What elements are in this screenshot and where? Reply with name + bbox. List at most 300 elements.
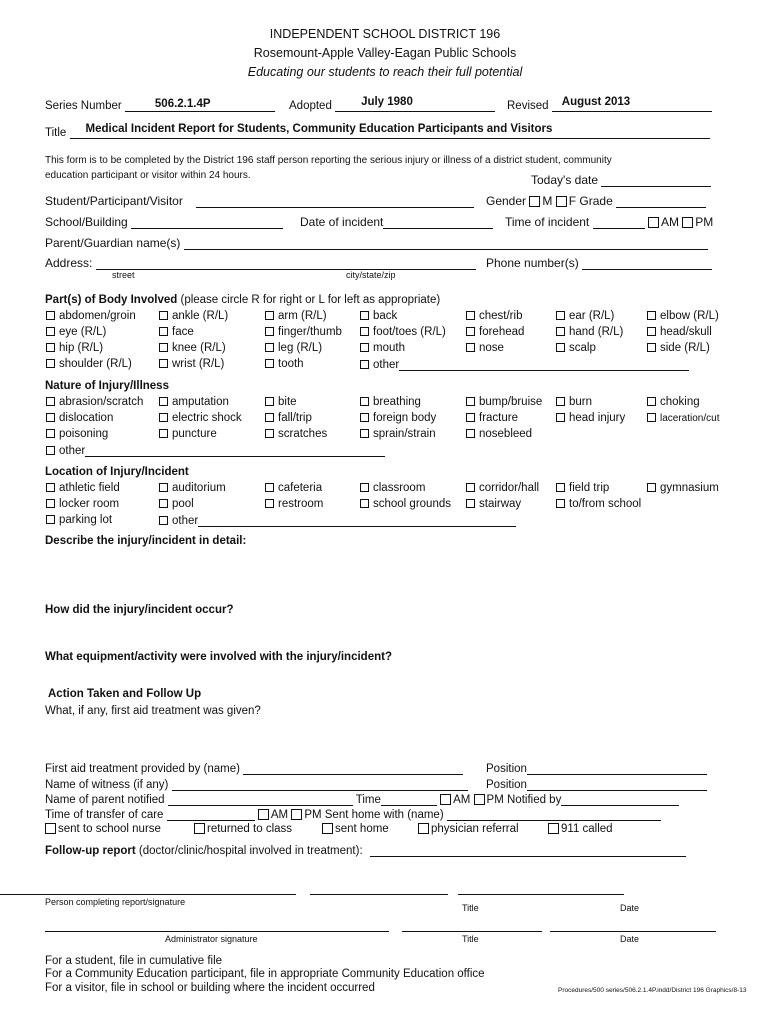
school-label: School/Building <box>45 215 128 229</box>
action-title: Action Taken and Follow Up <box>48 688 202 700</box>
time-incident-field[interactable] <box>593 216 645 229</box>
checkbox[interactable] <box>159 499 168 508</box>
sent-home-with-field[interactable] <box>447 808 661 821</box>
transfer-am-label: AM <box>270 809 289 821</box>
revised-label: Revised <box>507 100 549 112</box>
admin-title-line[interactable] <box>402 931 542 932</box>
series-label: Series Number <box>45 100 122 112</box>
transfer-field[interactable] <box>167 808 255 821</box>
option-label: side (R/L) <box>660 342 710 354</box>
checkbox[interactable] <box>159 343 168 352</box>
checkbox[interactable] <box>360 360 369 369</box>
incident-pm-label: PM <box>695 215 714 229</box>
adopted-label: Adopted <box>289 100 332 112</box>
witness-field[interactable] <box>172 778 468 791</box>
body-grid-option[interactable] <box>265 342 322 354</box>
outcome-option[interactable] <box>45 823 161 835</box>
date-incident-label: Date of incident <box>300 215 384 229</box>
notified-pm-checkbox[interactable] <box>474 794 485 805</box>
option-label: hand (R/L) <box>569 326 624 338</box>
nature-grid-option[interactable] <box>647 412 719 424</box>
checkbox[interactable] <box>265 359 274 368</box>
grade-field[interactable] <box>616 195 706 208</box>
option-label: hip (R/L) <box>59 342 104 354</box>
followup-report-label: Follow-up report <box>45 845 136 857</box>
nature-grid-option[interactable] <box>360 396 421 408</box>
body-grid-option[interactable] <box>556 326 623 338</box>
checkbox[interactable] <box>647 327 656 336</box>
body-grid-option[interactable] <box>360 326 446 338</box>
outcome-label: physician referral <box>431 823 519 835</box>
checkbox[interactable] <box>46 515 55 524</box>
footer-visitor: For a visitor, file in school or building where the incident occurred <box>45 982 375 994</box>
checkbox[interactable] <box>46 359 55 368</box>
option-label: ankle (R/L) <box>172 310 229 322</box>
option-label: wrist (R/L) <box>172 358 225 370</box>
checkbox[interactable] <box>46 446 55 455</box>
position-label-2: Position <box>486 779 527 791</box>
body-grid-option[interactable] <box>647 310 719 322</box>
student-label: Student/Participant/Visitor <box>45 194 183 208</box>
admin-date-caption: Date <box>620 934 640 944</box>
outcome-label: returned to class <box>207 823 293 835</box>
checkbox[interactable] <box>265 413 274 422</box>
outcome-checkbox[interactable] <box>418 823 429 834</box>
option-label: fracture <box>479 412 518 424</box>
option-label: foot/toes (R/L) <box>373 326 446 338</box>
nature-grid-option[interactable] <box>360 412 436 424</box>
checkbox[interactable] <box>159 516 168 525</box>
option-label: head/skull <box>660 326 712 338</box>
location-grid-option[interactable] <box>46 514 112 526</box>
option-label: breathing <box>373 396 421 408</box>
location-grid-option[interactable] <box>265 482 322 494</box>
parent-notified-label: Name of parent notified <box>45 794 165 806</box>
checkbox[interactable] <box>360 413 369 422</box>
position-row-1 <box>486 762 707 775</box>
location-grid-option[interactable] <box>360 482 425 494</box>
location-grid-option[interactable] <box>466 482 539 494</box>
admin-title-caption: Title <box>462 934 479 944</box>
nature-grid-option[interactable] <box>466 428 532 440</box>
address-label: Address: <box>45 256 93 270</box>
checkbox[interactable] <box>46 413 55 422</box>
body-grid-option[interactable] <box>265 326 342 338</box>
incident-am-label: AM <box>660 215 679 229</box>
checkbox[interactable] <box>647 343 656 352</box>
body-grid-option[interactable] <box>265 310 327 322</box>
followup-report-field[interactable] <box>370 844 686 857</box>
body-parts-title: Part(s) of Body Involved <box>45 294 178 306</box>
checkbox[interactable] <box>466 413 475 422</box>
provided-by-row <box>45 762 463 775</box>
checkbox[interactable] <box>556 327 565 336</box>
option-label: face <box>172 326 194 338</box>
street-caption: street <box>112 270 135 280</box>
location-grid-option[interactable] <box>265 498 323 510</box>
body-grid-option[interactable] <box>159 358 224 370</box>
checkbox[interactable] <box>466 499 475 508</box>
body-grid-option[interactable] <box>647 326 712 338</box>
body-grid-option[interactable] <box>360 342 405 354</box>
position-label-1: Position <box>486 763 527 775</box>
nature-grid-option[interactable] <box>360 428 436 440</box>
nature-grid-option[interactable] <box>159 412 242 424</box>
phone-row <box>486 256 712 270</box>
nature-grid-option[interactable] <box>46 428 108 440</box>
checkbox[interactable] <box>647 311 656 320</box>
adopted-field[interactable] <box>335 96 495 112</box>
checkbox[interactable] <box>159 311 168 320</box>
other-field[interactable] <box>399 358 689 371</box>
person-signature-caption: Person completing report/signature <box>45 897 186 907</box>
option-label: bite <box>278 396 297 408</box>
location-grid-option[interactable] <box>360 498 451 510</box>
checkbox[interactable] <box>556 311 565 320</box>
location-grid-option[interactable] <box>556 498 641 510</box>
checkbox[interactable] <box>360 483 369 492</box>
student-row <box>45 194 474 208</box>
schools-name: Rosemount-Apple Valley-Eagan Public Schools <box>253 46 517 60</box>
title-value: Medical Incident Report for Students, Community Education Participants and Visitors <box>85 123 553 135</box>
parent-field[interactable] <box>184 237 708 250</box>
gender-row <box>486 194 706 208</box>
checkbox[interactable] <box>159 359 168 368</box>
option-label: dislocation <box>59 412 114 424</box>
date-incident-row <box>300 215 493 229</box>
option-label: mouth <box>373 342 405 354</box>
option-label: school grounds <box>373 498 451 510</box>
option-label: electric shock <box>172 412 242 424</box>
checkbox[interactable] <box>360 343 369 352</box>
option-label: restroom <box>278 498 324 510</box>
gender-f-label: F <box>568 194 577 208</box>
option-label: knee (R/L) <box>172 342 226 354</box>
checkbox[interactable] <box>265 397 274 406</box>
option-label: laceration/cut <box>660 413 720 424</box>
body-grid-option[interactable] <box>360 310 397 322</box>
body-grid-option[interactable] <box>159 342 226 354</box>
nature-grid-option[interactable] <box>265 396 297 408</box>
option-label: forehead <box>479 326 525 338</box>
checkbox[interactable] <box>46 499 55 508</box>
position-field-1[interactable] <box>527 762 707 775</box>
location-grid-option[interactable] <box>159 514 516 527</box>
option-label: finger/thumb <box>278 326 342 338</box>
admin-date-line[interactable] <box>550 931 716 932</box>
option-label: bump/bruise <box>479 396 543 408</box>
checkbox[interactable] <box>647 483 656 492</box>
footer-reference: Procedures/500 series/506.2.1.4P.indd/District 196 Graphics/8-13 <box>558 987 747 994</box>
nature-grid-option[interactable] <box>466 396 542 408</box>
sent-home-with-label: Sent home with (name) <box>324 809 444 821</box>
location-title: Location of Injury/Incident <box>45 466 189 478</box>
option-label: elbow (R/L) <box>660 310 719 322</box>
option-label: other <box>373 359 400 371</box>
option-label: corridor/hall <box>479 482 540 494</box>
option-label: head injury <box>569 412 626 424</box>
checkbox[interactable] <box>265 327 274 336</box>
phone-label: Phone number(s) <box>486 256 579 270</box>
location-grid-option[interactable] <box>466 498 521 510</box>
nature-grid-option[interactable] <box>265 412 312 424</box>
nature-grid-option[interactable] <box>46 396 143 408</box>
provided-by-field[interactable] <box>243 762 463 775</box>
followup-report-note: (doctor/clinic/hospital involved in treatment): <box>138 845 363 857</box>
phone-field[interactable] <box>582 257 712 270</box>
outcome-option[interactable] <box>194 823 292 835</box>
title-label: Title <box>45 127 67 139</box>
revised-field[interactable] <box>552 96 712 112</box>
checkbox[interactable] <box>556 499 565 508</box>
footer-student: For a student, file in cumulative file <box>45 955 223 967</box>
checkbox[interactable] <box>265 311 274 320</box>
series-field[interactable] <box>125 99 275 112</box>
option-label: abdomen/groin <box>59 310 136 322</box>
outcome-checkbox[interactable] <box>194 823 205 834</box>
notified-time-label: Time <box>355 794 381 806</box>
option-label: abrasion/scratch <box>59 396 144 408</box>
option-label: other <box>172 515 199 527</box>
location-grid-option[interactable] <box>46 482 120 494</box>
outcome-option[interactable] <box>418 823 519 835</box>
checkbox[interactable] <box>466 327 475 336</box>
location-grid-option[interactable] <box>159 498 194 510</box>
checkbox[interactable] <box>360 311 369 320</box>
option-label: auditorium <box>172 482 226 494</box>
body-grid-option[interactable] <box>46 326 106 338</box>
first-aid-question: What, if any, first aid treatment was given? <box>45 705 261 717</box>
nature-grid-option[interactable] <box>556 412 625 424</box>
followup-report-row <box>45 844 686 857</box>
checkbox[interactable] <box>360 429 369 438</box>
checkbox[interactable] <box>46 483 55 492</box>
nature-grid-option[interactable] <box>556 396 592 408</box>
time-incident-label: Time of incident <box>505 215 590 229</box>
address-row <box>45 256 476 270</box>
body-grid-option[interactable] <box>46 358 132 370</box>
notified-time-field[interactable] <box>381 793 437 806</box>
checkbox[interactable] <box>159 397 168 406</box>
location-grid-option[interactable] <box>159 482 226 494</box>
position-row-2 <box>486 778 707 791</box>
witness-label: Name of witness (if any) <box>45 779 169 791</box>
option-label: eye (R/L) <box>59 326 107 338</box>
checkbox[interactable] <box>466 343 475 352</box>
grade-label: Grade <box>579 194 613 208</box>
outcome-checkbox[interactable] <box>322 823 333 834</box>
option-label: field trip <box>569 482 610 494</box>
position-field-2[interactable] <box>527 778 707 791</box>
outcome-label: sent home <box>335 823 389 835</box>
body-grid-option[interactable] <box>360 358 689 371</box>
option-label: puncture <box>172 428 217 440</box>
body-parts-heading <box>45 294 440 306</box>
checkbox[interactable] <box>159 429 168 438</box>
option-label: sprain/strain <box>373 428 436 440</box>
time-incident-row <box>505 215 713 229</box>
option-label: fall/trip <box>278 412 312 424</box>
body-grid-option[interactable] <box>556 310 614 322</box>
admin-signature-line[interactable] <box>45 931 389 932</box>
revised-row <box>507 96 712 112</box>
body-grid-option[interactable] <box>159 326 194 338</box>
nature-grid-option[interactable] <box>647 396 700 408</box>
gender-f-checkbox[interactable] <box>556 196 567 207</box>
option-label: other <box>59 445 86 457</box>
notified-am-checkbox[interactable] <box>440 794 451 805</box>
incident-am-checkbox[interactable] <box>648 217 659 228</box>
checkbox[interactable] <box>159 483 168 492</box>
parent-row <box>45 236 708 250</box>
location-grid-option[interactable] <box>556 482 609 494</box>
checkbox[interactable] <box>265 499 274 508</box>
parent-notified-row <box>45 793 679 806</box>
body-grid-option[interactable] <box>466 310 522 322</box>
nature-grid-option[interactable] <box>159 428 217 440</box>
todays-date-field[interactable] <box>601 174 711 187</box>
checkbox[interactable] <box>265 343 274 352</box>
provided-by-label: First aid treatment provided by (name) <box>45 763 240 775</box>
student-field[interactable] <box>196 195 474 208</box>
option-label: chest/rib <box>479 310 523 322</box>
nature-grid-option[interactable] <box>466 412 518 424</box>
body-grid-option[interactable] <box>466 342 504 354</box>
witness-row <box>45 778 468 791</box>
district-name: INDEPENDENT SCHOOL DISTRICT 196 <box>269 27 501 41</box>
title-field[interactable] <box>70 123 710 139</box>
option-label: athletic field <box>59 482 120 494</box>
outcome-option[interactable] <box>548 823 613 835</box>
checkbox[interactable] <box>466 397 475 406</box>
parent-notified-field[interactable] <box>168 793 353 806</box>
option-label: tooth <box>278 358 304 370</box>
nature-grid-option[interactable] <box>159 396 229 408</box>
checkbox[interactable] <box>360 397 369 406</box>
body-grid-option[interactable] <box>159 310 228 322</box>
revised-value: August 2013 <box>561 96 631 108</box>
admin-signature-caption: Administrator signature <box>165 934 258 944</box>
body-grid-option[interactable] <box>556 342 596 354</box>
notified-by-field[interactable] <box>561 793 679 806</box>
school-field[interactable] <box>131 216 283 229</box>
incident-pm-checkbox[interactable] <box>682 217 693 228</box>
option-label: cafeteria <box>278 482 323 494</box>
adopted-row <box>289 96 495 112</box>
checkbox[interactable] <box>159 327 168 336</box>
district-motto: Educating our students to reach their full potential <box>247 65 523 79</box>
series-value: 506.2.1.4P <box>154 98 211 110</box>
checkbox[interactable] <box>265 483 274 492</box>
person-title-caption: Title <box>462 903 479 913</box>
intro-line-2: education participant or visitor within 24 hours. <box>45 170 251 181</box>
title-row <box>45 123 710 139</box>
option-label: poisoning <box>59 428 109 440</box>
citystatezip-caption: city/state/zip <box>346 270 396 280</box>
body-grid-option[interactable] <box>265 358 304 370</box>
checkbox[interactable] <box>466 483 475 492</box>
parent-label: Parent/Guardian name(s) <box>45 236 181 250</box>
option-label: ear (R/L) <box>569 310 615 322</box>
other-field[interactable] <box>85 444 385 457</box>
checkbox[interactable] <box>159 413 168 422</box>
outcome-label: sent to school nurse <box>58 823 161 835</box>
body-grid-option[interactable] <box>647 342 710 354</box>
checkbox[interactable] <box>360 499 369 508</box>
location-grid-option[interactable] <box>46 498 119 510</box>
option-label: choking <box>660 396 700 408</box>
transfer-pm-checkbox[interactable] <box>291 809 302 820</box>
body-grid-option[interactable] <box>46 310 136 322</box>
person-title-line[interactable] <box>310 894 448 895</box>
option-label: leg (R/L) <box>278 342 323 354</box>
checkbox[interactable] <box>647 413 656 422</box>
option-label: back <box>373 310 398 322</box>
checkbox[interactable] <box>46 327 55 336</box>
option-label: scalp <box>569 342 596 354</box>
body-parts-note: (please circle R for right or L for left as appropriate) <box>180 294 441 306</box>
school-row <box>45 215 283 229</box>
body-grid-option[interactable] <box>46 342 103 354</box>
option-label: pool <box>172 498 194 510</box>
checkbox[interactable] <box>46 397 55 406</box>
outcome-option[interactable] <box>322 823 389 835</box>
checkbox[interactable] <box>466 311 475 320</box>
nature-grid-option[interactable] <box>46 412 113 424</box>
checkbox[interactable] <box>556 483 565 492</box>
other-field[interactable] <box>198 514 516 527</box>
checkbox[interactable] <box>556 397 565 406</box>
option-label: amputation <box>172 396 229 408</box>
checkbox[interactable] <box>46 311 55 320</box>
person-date-line[interactable] <box>458 894 624 895</box>
describe-question: Describe the injury/incident in detail: <box>45 535 247 547</box>
location-grid-option[interactable] <box>647 482 719 494</box>
person-date-caption: Date <box>620 903 640 913</box>
checkbox[interactable] <box>466 429 475 438</box>
date-incident-field[interactable] <box>383 216 493 229</box>
outcome-checkbox[interactable] <box>45 823 56 834</box>
adopted-value: July 1980 <box>361 96 413 108</box>
checkbox[interactable] <box>360 327 369 336</box>
person-signature-line[interactable] <box>0 894 296 895</box>
how-question: How did the injury/incident occur? <box>45 604 234 616</box>
option-label: locker room <box>59 498 120 510</box>
checkbox[interactable] <box>556 413 565 422</box>
checkbox[interactable] <box>556 343 565 352</box>
outcome-checkbox[interactable] <box>548 823 559 834</box>
outcome-label: 911 called <box>561 823 613 835</box>
checkbox[interactable] <box>647 397 656 406</box>
notified-pm-label: PM <box>486 794 504 806</box>
body-grid-option[interactable] <box>466 326 524 338</box>
option-label: nosebleed <box>479 428 533 440</box>
checkbox[interactable] <box>265 429 274 438</box>
transfer-am-checkbox[interactable] <box>258 809 269 820</box>
intro-line-1: This form is to be completed by the District 196 staff person reporting the serious injury or illness of a district student, community <box>45 155 612 166</box>
gender-m-checkbox[interactable] <box>529 196 540 207</box>
checkbox[interactable] <box>46 343 55 352</box>
nature-grid-option[interactable] <box>46 444 385 457</box>
series-number-row <box>45 99 275 112</box>
checkbox[interactable] <box>46 429 55 438</box>
gender-label: Gender <box>486 194 527 208</box>
option-label: scratches <box>278 428 328 440</box>
equipment-question: What equipment/activity were involved with the injury/incident? <box>45 651 392 663</box>
gender-m-label: M <box>542 194 553 208</box>
address-field[interactable] <box>96 257 476 270</box>
nature-grid-option[interactable] <box>265 428 327 440</box>
